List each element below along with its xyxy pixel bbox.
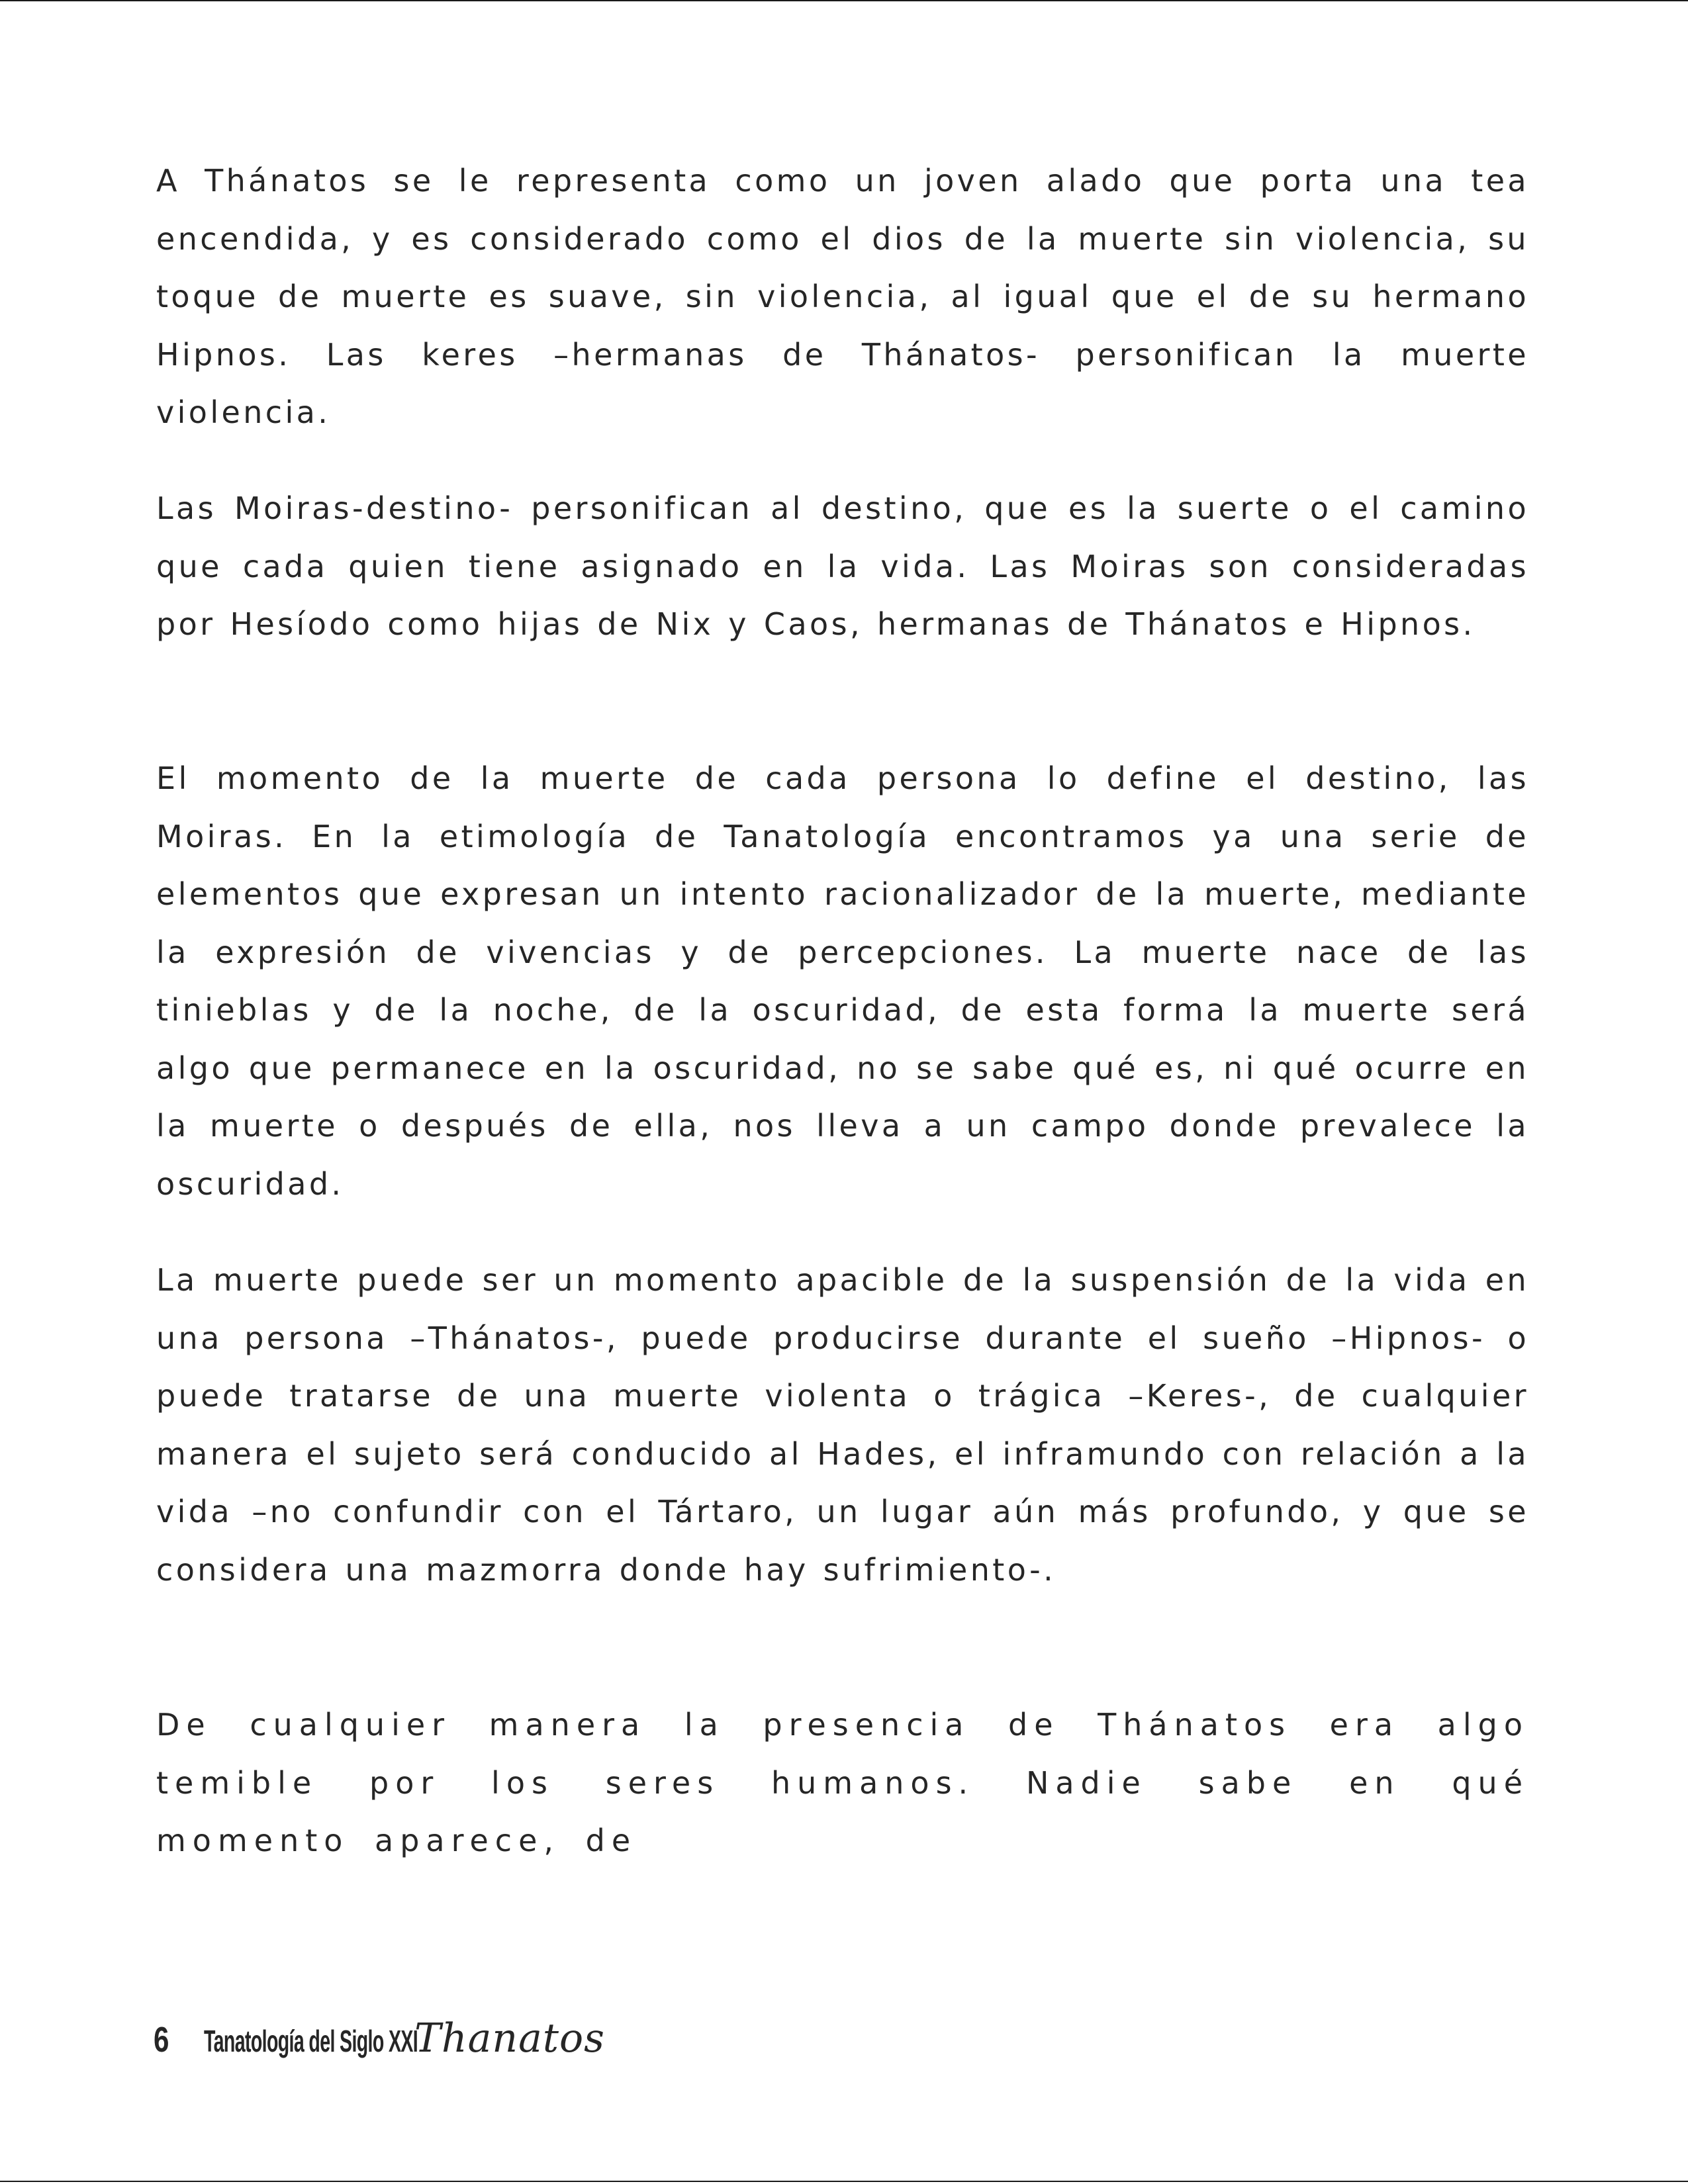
bottom-border-line: [0, 2181, 1688, 2182]
paragraph-2: Las Moiras-destino- personifican al destino, que es la suerte o el camino que cada quien tiene asignado en la vida. Las Moiras son consideradas por Hesíodo como hijas de Nix y Caos, hermanas de Thánatos e Hipnos.: [156, 490, 1529, 642]
thanatos-logo: Thanatos: [414, 2015, 605, 2062]
publication-title: Tanatología del Siglo XXI: [204, 2024, 418, 2058]
paragraph-1: A Thánatos se le representa como un joven alado que porta una tea encendida, y es considerado como el dios de la muerte sin violencia, su toque de muerte es suave, sin violencia, al igual que el de su hermano Hipnos. Las keres –hermanas de Thánatos- personifican la muerte violencia.: [156, 163, 1529, 430]
paragraph-4: La muerte puede ser un momento apacible de la suspensión de la vida en una persona –Thánatos-, puede producirse durante el sueño –Hipnos- o puede tratarse de una muerte violenta o trágica –Keres-, de cualquier manera el sujeto será conducido al Hades, el inframundo con relación a la vida –no confundir con el Tártaro, un lugar aún más profundo, y que se considera una mazmorra donde hay sufrimiento-.: [156, 1262, 1529, 1588]
page-footer: [154, 2015, 605, 2068]
paragraph-3: El momento de la muerte de cada persona lo define el destino, las Moiras. En la etimología de Tanatología encontramos ya una serie de elementos que expresan un intento racionalizador de la muerte, mediante la expresión de vivencias y de percepciones. La muerte nace de las tinieblas y de la noche, de la oscuridad, de esta forma la muerte será algo que permanece en la oscuridad, no se sabe qué es, ni qué ocurre en la muerte o después de ella, nos lleva a un campo donde prevalece la oscuridad.: [156, 760, 1529, 1202]
top-border-line: [0, 0, 1688, 1]
paragraph-5: De cualquier manera la presencia de Thánatos era algo temible por los seres humanos. Nadie sabe en qué momento aparece, de: [156, 1707, 1529, 1858]
page-number: 6: [154, 2020, 169, 2060]
